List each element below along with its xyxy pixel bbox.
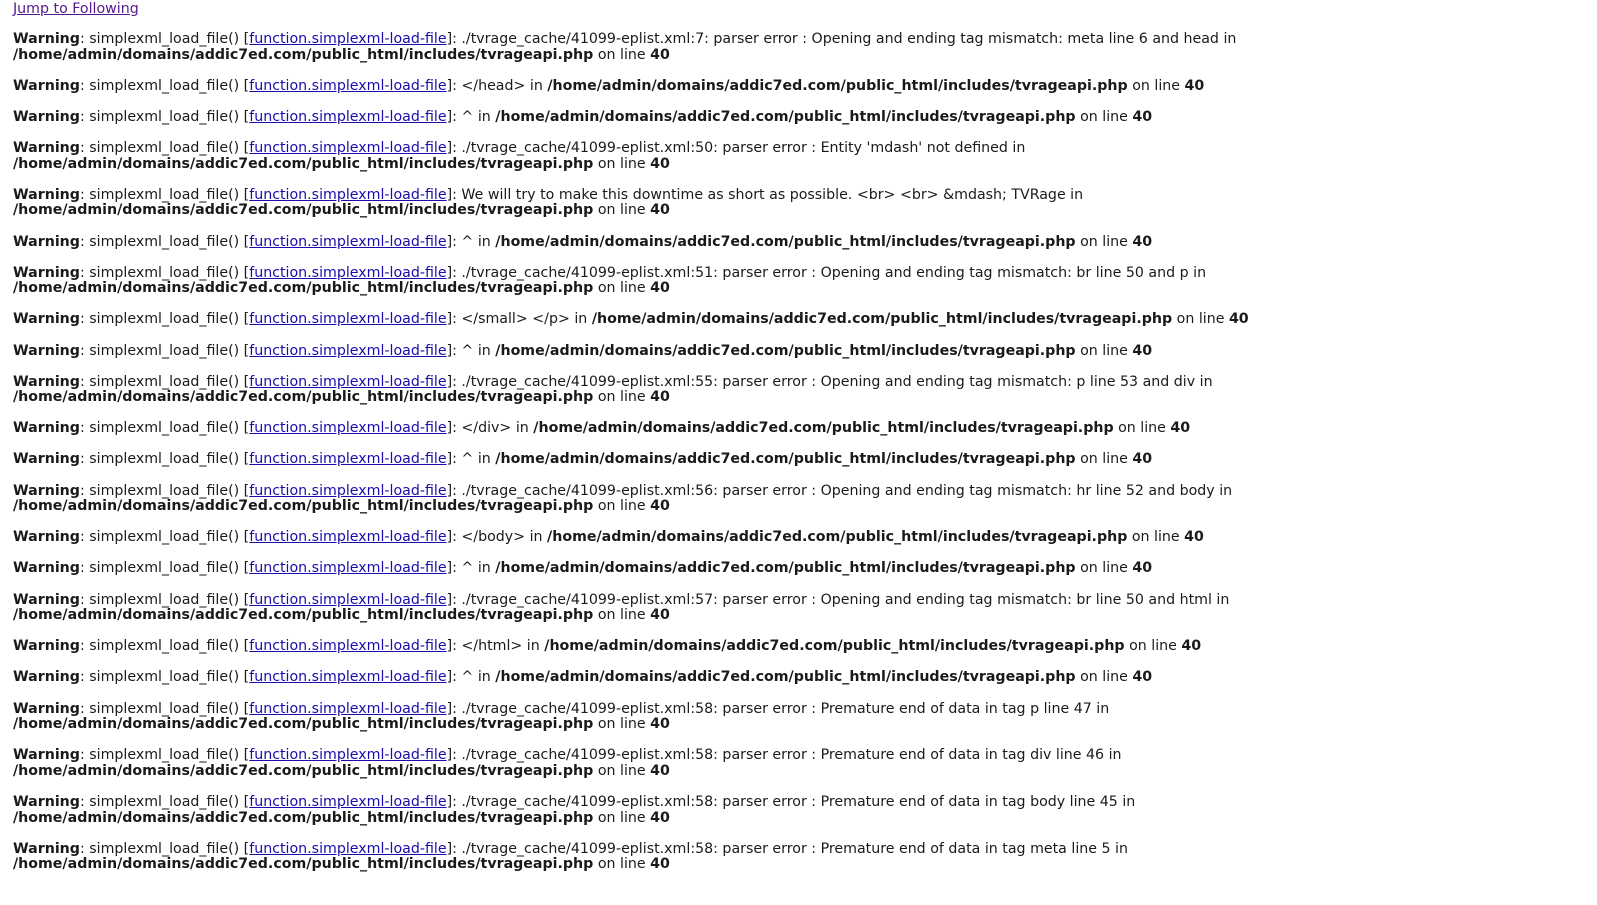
line-number: 40	[1184, 77, 1205, 94]
warning-label: Warning	[13, 638, 80, 655]
function-name: simplexml_load_file() [	[89, 186, 250, 203]
jump-to-following-link[interactable]: Jump to Following	[13, 1, 139, 17]
in-label: in	[511, 420, 534, 437]
error-message: ./tvrage_cache/41099-eplist.xml:57: parser error : Opening and ending tag mismatch: br line 50 and html in	[461, 591, 1230, 608]
warning-message: Warning: simplexml_load_file() [function.simplexml-load-file]: ./tvrage_cache/41099-eplist.xml:58: parser error : Premature end of data in tag body line 45 in /home/admin/domains/addic7ed.com/public_html/includes/tvrageapi.php on line 40	[13, 794, 1136, 826]
function-name: simplexml_load_file() [	[89, 311, 250, 328]
function-doc-link[interactable]: function.simplexml-load-file	[249, 591, 447, 608]
line-number: 40	[650, 280, 670, 297]
file-path: /home/admin/domains/addic7ed.com/public_html/includes/tvrageapi.php	[533, 420, 1114, 437]
function-suffix: ]:	[446, 747, 462, 764]
function-suffix: ]:	[446, 794, 462, 811]
error-message: ./tvrage_cache/41099-eplist.xml:58: parser error : Premature end of data in tag body line 45 in	[461, 794, 1136, 811]
function-doc-link[interactable]: function.simplexml-load-file	[249, 451, 447, 468]
warning-label: Warning	[13, 139, 80, 156]
line-number: 40	[1132, 451, 1153, 468]
error-message: ./tvrage_cache/41099-eplist.xml:58: parser error : Premature end of data in tag p line 47 in	[461, 700, 1110, 717]
warning-label: Warning	[13, 529, 80, 546]
warning-label: Warning	[13, 420, 80, 437]
function-suffix: ]:	[446, 638, 462, 655]
file-path: /home/admin/domains/addic7ed.com/public_html/includes/tvrageapi.php	[13, 280, 594, 297]
warning-label: Warning	[13, 591, 80, 608]
function-doc-link[interactable]: function.simplexml-load-file	[249, 794, 447, 811]
warning-label: Warning	[13, 108, 80, 125]
in-label: in	[473, 669, 496, 686]
on-line-label: on line	[593, 389, 651, 406]
function-suffix: ]:	[446, 186, 462, 203]
function-doc-link[interactable]: function.simplexml-load-file	[249, 560, 447, 577]
function-suffix: ]:	[446, 591, 462, 608]
warning-message: Warning: simplexml_load_file() [function.simplexml-load-file]: ./tvrage_cache/41099-eplist.xml:7: parser error : Opening and ending tag mismatch: meta line 6 and head in /home/admin/domains/addic7ed.com/public_html/includes/tvrageapi.php on line 40	[13, 31, 1237, 63]
on-line-label: on line	[593, 280, 651, 297]
file-path: /home/admin/domains/addic7ed.com/public_html/includes/tvrageapi.php	[13, 202, 594, 219]
function-doc-link[interactable]: function.simplexml-load-file	[249, 638, 447, 655]
error-message: ^	[461, 451, 474, 468]
error-message: ./tvrage_cache/41099-eplist.xml:55: parser error : Opening and ending tag mismatch: p line 53 and div in	[461, 373, 1213, 390]
warning-message: Warning: simplexml_load_file() [function.simplexml-load-file]: ./tvrage_cache/41099-eplist.xml:58: parser error : Premature end of data in tag p line 47 in /home/admin/domains/addic7ed.com/public_html/includes/tvrageapi.php on line 40	[13, 700, 1110, 733]
warning-label: Warning	[13, 31, 80, 47]
function-doc-link[interactable]: function.simplexml-load-file	[249, 31, 447, 47]
function-name: simplexml_load_file() [	[89, 794, 250, 811]
error-message: ^	[461, 669, 474, 686]
warning-label: Warning	[13, 700, 80, 717]
warning-message: Warning: simplexml_load_file() [function.simplexml-load-file]: ./tvrage_cache/41099-eplist.xml:56: parser error : Opening and ending tag mismatch: hr line 52 and body in /home/admin/domains/addic7ed.com/public_html/includes/tvrageapi.php on line 40	[13, 482, 1233, 515]
file-path: /home/admin/domains/addic7ed.com/public_html/includes/tvrageapi.php	[13, 856, 594, 873]
on-line-label: on line	[1127, 77, 1185, 94]
function-doc-link[interactable]: function.simplexml-load-file	[249, 77, 447, 94]
on-line-label: on line	[1075, 342, 1133, 359]
file-path: /home/admin/domains/addic7ed.com/public_html/includes/tvrageapi.php	[13, 498, 594, 515]
warning-message: Warning: simplexml_load_file() [function.simplexml-load-file]: ./tvrage_cache/41099-eplist.xml:55: parser error : Opening and ending tag mismatch: p line 53 and div in /home/admin/domains/addic7ed.com/public_html/includes/tvrageapi.php on line 40	[13, 373, 1213, 406]
warning-message: Warning: simplexml_load_file() [function.simplexml-load-file]: ^ in /home/admin/domains/addic7ed.com/public_html/includes/tvrageapi.php on line 40	[13, 451, 1153, 468]
function-doc-link[interactable]: function.simplexml-load-file	[249, 747, 447, 764]
line-number: 40	[650, 389, 670, 406]
file-path: /home/admin/domains/addic7ed.com/public_html/includes/tvrageapi.php	[13, 716, 594, 733]
function-doc-link[interactable]: function.simplexml-load-file	[249, 233, 447, 250]
warning-message: Warning: simplexml_load_file() [function.simplexml-load-file]: ^ in /home/admin/domains/addic7ed.com/public_html/includes/tvrageapi.php on line 40	[13, 669, 1153, 686]
on-line-label: on line	[593, 498, 651, 515]
function-doc-link[interactable]: function.simplexml-load-file	[249, 840, 447, 857]
error-message: ./tvrage_cache/41099-eplist.xml:58: parser error : Premature end of data in tag div line 46 in	[461, 747, 1122, 764]
file-path: /home/admin/domains/addic7ed.com/public_html/includes/tvrageapi.php	[495, 342, 1076, 359]
line-number: 40	[1132, 342, 1153, 359]
function-suffix: ]:	[446, 560, 462, 577]
function-suffix: ]:	[446, 264, 462, 281]
on-line-label: on line	[593, 202, 651, 219]
line-number: 40	[650, 46, 670, 63]
on-line-label: on line	[1113, 420, 1171, 437]
function-suffix: ]:	[446, 373, 462, 390]
function-name: simplexml_load_file() [	[89, 31, 250, 47]
function-suffix: ]:	[446, 669, 462, 686]
on-line-label: on line	[593, 762, 651, 779]
function-name: simplexml_load_file() [	[89, 482, 250, 499]
file-path: /home/admin/domains/addic7ed.com/public_html/includes/tvrageapi.php	[495, 233, 1076, 250]
error-message: </div>	[461, 420, 512, 437]
warning-label: Warning	[13, 794, 80, 811]
function-suffix: ]:	[446, 342, 462, 359]
function-name: simplexml_load_file() [	[89, 264, 250, 281]
on-line-label: on line	[1075, 560, 1133, 577]
in-label: in	[473, 233, 496, 250]
warning-label: Warning	[13, 233, 80, 250]
file-path: /home/admin/domains/addic7ed.com/public_html/includes/tvrageapi.php	[13, 607, 594, 624]
on-line-label: on line	[593, 46, 651, 63]
function-suffix: ]:	[446, 108, 462, 125]
function-doc-link[interactable]: function.simplexml-load-file	[249, 700, 447, 717]
function-suffix: ]:	[446, 451, 462, 468]
function-doc-link[interactable]: function.simplexml-load-file	[249, 264, 447, 281]
function-suffix: ]:	[446, 529, 462, 546]
function-suffix: ]:	[446, 31, 462, 47]
file-path: /home/admin/domains/addic7ed.com/public_html/includes/tvrageapi.php	[547, 77, 1128, 94]
error-message: ^	[461, 560, 474, 577]
warning-message: Warning: simplexml_load_file() [function.simplexml-load-file]: ^ in /home/admin/domains/addic7ed.com/public_html/includes/tvrageapi.php on line 40	[13, 108, 1153, 125]
warning-message: Warning: simplexml_load_file() [function.simplexml-load-file]: ^ in /home/admin/domains/addic7ed.com/public_html/includes/tvrageapi.php on line 40	[13, 233, 1153, 250]
file-path: /home/admin/domains/addic7ed.com/public_html/includes/tvrageapi.php	[495, 108, 1076, 125]
error-message: ^	[461, 108, 474, 125]
error-message: ./tvrage_cache/41099-eplist.xml:7: parser error : Opening and ending tag mismatch: meta line 6 and head in	[461, 31, 1237, 47]
line-number: 40	[1181, 638, 1202, 655]
error-message: ./tvrage_cache/41099-eplist.xml:58: parser error : Premature end of data in tag meta line 5 in	[461, 840, 1128, 857]
function-name: simplexml_load_file() [	[89, 373, 250, 390]
in-label: in	[522, 638, 545, 655]
function-doc-link[interactable]: function.simplexml-load-file	[249, 139, 447, 156]
function-name: simplexml_load_file() [	[89, 747, 250, 764]
function-suffix: ]:	[446, 311, 462, 328]
error-message: ./tvrage_cache/41099-eplist.xml:50: parser error : Entity 'mdash' not defined in	[461, 139, 1026, 156]
warning-label: Warning	[13, 451, 80, 468]
line-number: 40	[1228, 311, 1249, 328]
warning-message: Warning: simplexml_load_file() [function.simplexml-load-file]: ./tvrage_cache/41099-eplist.xml:57: parser error : Opening and ending tag mismatch: br line 50 and html in /home/admin/domains/addic7ed.com/public_html/includes/tvrageapi.php on line 40	[13, 591, 1230, 624]
function-name: simplexml_load_file() [	[89, 669, 250, 686]
line-number: 40	[650, 716, 670, 733]
line-number: 40	[1132, 108, 1153, 125]
in-label: in	[569, 311, 592, 328]
in-label: in	[473, 560, 496, 577]
function-suffix: ]:	[446, 840, 462, 857]
file-path: /home/admin/domains/addic7ed.com/public_html/includes/tvrageapi.php	[544, 638, 1125, 655]
on-line-label: on line	[593, 607, 651, 624]
line-number: 40	[1170, 420, 1191, 437]
function-name: simplexml_load_file() [	[89, 233, 250, 250]
function-name: simplexml_load_file() [	[89, 420, 250, 437]
line-number: 40	[1132, 669, 1153, 686]
error-message: </html>	[461, 638, 523, 655]
warning-label: Warning	[13, 373, 80, 390]
on-line-label: on line	[1127, 529, 1185, 546]
warning-message: Warning: simplexml_load_file() [function.simplexml-load-file]: We will try to make this downtime as short as possible. <br> <br> &mdash; TVRage in /home/admin/domains/addic7ed.com/public_html/includes/tvrageapi.php on line 40	[13, 186, 1084, 219]
function-doc-link[interactable]: function.simplexml-load-file	[249, 342, 447, 359]
on-line-label: on line	[593, 856, 651, 873]
line-number: 40	[1184, 529, 1204, 546]
warnings-list	[13, 32, 1593, 873]
function-doc-link[interactable]: function.simplexml-load-file	[249, 311, 447, 328]
file-path: /home/admin/domains/addic7ed.com/public_html/includes/tvrageapi.php	[495, 669, 1076, 686]
function-name: simplexml_load_file() [	[89, 700, 250, 717]
warning-label: Warning	[13, 311, 80, 328]
warning-message: Warning: simplexml_load_file() [function.simplexml-load-file]: ./tvrage_cache/41099-eplist.xml:58: parser error : Premature end of data in tag div line 46 in /home/admin/domains/addic7ed.com/public_html/includes/tvrageapi.php on line 40	[13, 747, 1122, 779]
line-number: 40	[650, 809, 670, 826]
function-name: simplexml_load_file() [	[89, 638, 250, 655]
on-line-label: on line	[1075, 108, 1133, 125]
warning-message: Warning: simplexml_load_file() [function.simplexml-load-file]: ./tvrage_cache/41099-eplist.xml:50: parser error : Entity 'mdash' not defined in /home/admin/domains/addic7ed.com/public_html/includes/tvrageapi.php on line 40	[13, 139, 1026, 172]
file-path: /home/admin/domains/addic7ed.com/public_html/includes/tvrageapi.php	[13, 762, 594, 779]
function-name: simplexml_load_file() [	[89, 342, 250, 359]
function-doc-link[interactable]: function.simplexml-load-file	[249, 529, 447, 546]
file-path: /home/admin/domains/addic7ed.com/public_html/includes/tvrageapi.php	[495, 560, 1076, 577]
warning-label: Warning	[13, 840, 80, 857]
function-doc-link[interactable]: function.simplexml-load-file	[249, 373, 447, 390]
on-line-label: on line	[1075, 233, 1133, 250]
function-name: simplexml_load_file() [	[89, 529, 250, 546]
on-line-label: on line	[1124, 638, 1182, 655]
file-path: /home/admin/domains/addic7ed.com/public_html/includes/tvrageapi.php	[13, 155, 594, 172]
in-label: in	[525, 77, 548, 94]
file-path: /home/admin/domains/addic7ed.com/public_html/includes/tvrageapi.php	[13, 389, 594, 406]
function-doc-link[interactable]: function.simplexml-load-file	[249, 420, 447, 437]
error-message: ^	[461, 233, 474, 250]
line-number: 40	[650, 856, 670, 873]
function-doc-link[interactable]: function.simplexml-load-file	[249, 669, 447, 686]
line-number: 40	[1132, 560, 1153, 577]
in-label: in	[473, 108, 496, 125]
file-path: /home/admin/domains/addic7ed.com/public_html/includes/tvrageapi.php	[13, 46, 594, 63]
warning-label: Warning	[13, 560, 80, 577]
warning-label: Warning	[13, 669, 80, 686]
function-doc-link[interactable]: function.simplexml-load-file	[249, 186, 447, 203]
warning-message: Warning: simplexml_load_file() [function.simplexml-load-file]: ./tvrage_cache/41099-eplist.xml:58: parser error : Premature end of data in tag meta line 5 in /home/admin/domains/addic7ed.com/public_html/includes/tvrageapi.php on line 40	[13, 840, 1128, 873]
line-number: 40	[650, 498, 670, 515]
function-doc-link[interactable]: function.simplexml-load-file	[249, 108, 447, 125]
warning-message: Warning: simplexml_load_file() [function.simplexml-load-file]: ^ in /home/admin/domains/addic7ed.com/public_html/includes/tvrageapi.php on line 40	[13, 342, 1153, 359]
function-doc-link[interactable]: function.simplexml-load-file	[249, 482, 447, 499]
on-line-label: on line	[593, 809, 651, 826]
file-path: /home/admin/domains/addic7ed.com/public_html/includes/tvrageapi.php	[547, 529, 1128, 546]
error-message: ./tvrage_cache/41099-eplist.xml:56: parser error : Opening and ending tag mismatch: hr line 52 and body in	[461, 482, 1233, 499]
function-suffix: ]:	[446, 233, 462, 250]
line-number: 40	[650, 155, 670, 172]
file-path: /home/admin/domains/addic7ed.com/public_html/includes/tvrageapi.php	[495, 451, 1076, 468]
warning-message: Warning: simplexml_load_file() [function.simplexml-load-file]: ./tvrage_cache/41099-eplist.xml:51: parser error : Opening and ending tag mismatch: br line 50 and p in /home/admin/domains/addic7ed.com/public_html/includes/tvrageapi.php on line 40	[13, 264, 1207, 297]
error-message: </head>	[461, 77, 526, 94]
function-name: simplexml_load_file() [	[89, 591, 250, 608]
warning-message: Warning: simplexml_load_file() [function.simplexml-load-file]: </head> in /home/admin/domains/addic7ed.com/public_html/includes/tvrageapi.php on line 40	[13, 77, 1205, 94]
function-name: simplexml_load_file() [	[89, 77, 250, 94]
warning-message: Warning: simplexml_load_file() [function.simplexml-load-file]: </html> in /home/admin/domains/addic7ed.com/public_html/includes/tvrageapi.php on line 40	[13, 638, 1202, 655]
page	[13, 0, 1593, 889]
function-suffix: ]:	[446, 482, 462, 499]
line-number: 40	[650, 607, 670, 624]
function-name: simplexml_load_file() [	[89, 108, 250, 125]
error-message: </small> </p>	[461, 311, 570, 328]
line-number: 40	[650, 202, 670, 219]
error-message: </body>	[461, 529, 526, 546]
file-path: /home/admin/domains/addic7ed.com/public_html/includes/tvrageapi.php	[13, 809, 594, 826]
function-suffix: ]:	[446, 700, 462, 717]
in-label: in	[473, 451, 496, 468]
warning-label: Warning	[13, 342, 80, 359]
warning-message: Warning: simplexml_load_file() [function.simplexml-load-file]: ^ in /home/admin/domains/addic7ed.com/public_html/includes/tvrageapi.php on line 40	[13, 560, 1153, 577]
warning-message: Warning: simplexml_load_file() [function.simplexml-load-file]: </div> in /home/admin/domains/addic7ed.com/public_html/includes/tvrageapi.php on line 40	[13, 420, 1191, 437]
error-message: ^	[461, 342, 474, 359]
warning-label: Warning	[13, 482, 80, 499]
warning-label: Warning	[13, 264, 80, 281]
function-suffix: ]:	[446, 139, 462, 156]
function-suffix: ]:	[446, 420, 462, 437]
on-line-label: on line	[1075, 451, 1133, 468]
function-suffix: ]:	[446, 77, 462, 94]
warning-message: Warning: simplexml_load_file() [function.simplexml-load-file]: </small> </p> in /home/admin/domains/addic7ed.com/public_html/includes/tvrageapi.php on line 40	[13, 311, 1249, 328]
function-name: simplexml_load_file() [	[89, 560, 250, 577]
in-label: in	[525, 529, 548, 546]
function-name: simplexml_load_file() [	[89, 451, 250, 468]
on-line-label: on line	[1172, 311, 1229, 328]
error-message: ./tvrage_cache/41099-eplist.xml:51: parser error : Opening and ending tag mismatch: br line 50 and p in	[461, 264, 1207, 281]
function-name: simplexml_load_file() [	[89, 139, 250, 156]
on-line-label: on line	[593, 716, 651, 733]
warning-label: Warning	[13, 747, 80, 764]
warning-label: Warning	[13, 186, 80, 203]
line-number: 40	[1132, 233, 1153, 250]
error-message: We will try to make this downtime as short as possible. <br> <br> &mdash; TVRage in	[461, 186, 1084, 203]
in-label: in	[473, 342, 496, 359]
on-line-label: on line	[1075, 669, 1133, 686]
warning-message: Warning: simplexml_load_file() [function.simplexml-load-file]: </body> in /home/admin/domains/addic7ed.com/public_html/includes/tvrageapi.php on line 40	[13, 529, 1204, 546]
file-path: /home/admin/domains/addic7ed.com/public_html/includes/tvrageapi.php	[591, 311, 1173, 328]
function-name: simplexml_load_file() [	[89, 840, 250, 857]
warning-label: Warning	[13, 77, 80, 94]
line-number: 40	[650, 762, 670, 779]
on-line-label: on line	[593, 155, 651, 172]
